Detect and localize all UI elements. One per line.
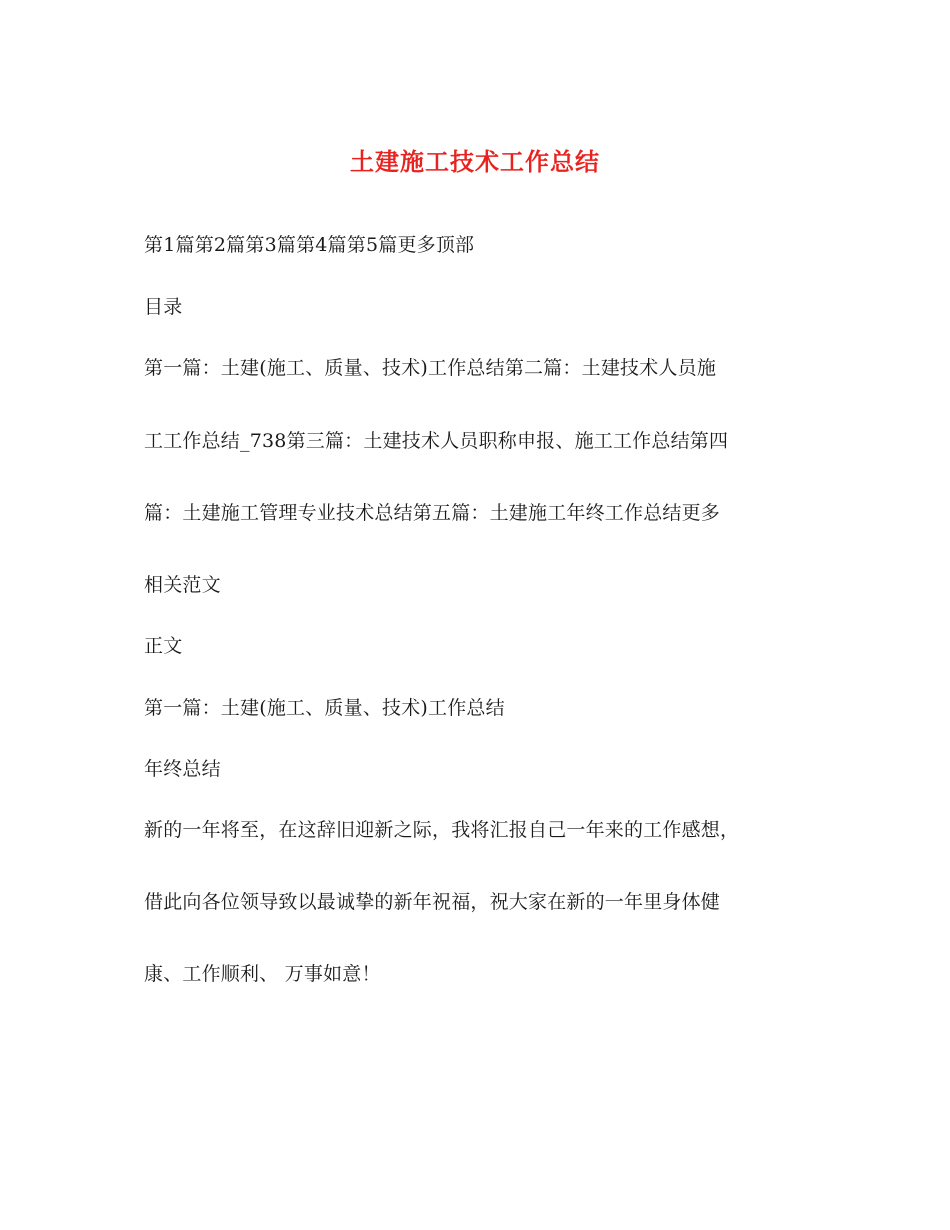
toc-line: 相关范文 xyxy=(144,574,221,596)
section-title: 第一篇：土建(施工、质量、技术)工作总结 xyxy=(144,697,505,719)
toc-heading: 目录 xyxy=(144,296,183,318)
toc-line: 篇：土建施工管理专业技术总结第五篇：土建施工年终工作总结更多 xyxy=(144,502,721,524)
toc-line: 第一篇：土建(施工、质量、技术)工作总结第二篇：土建技术人员施 xyxy=(144,357,717,379)
toc-line: 工工作总结_738第三篇：土建技术人员职称申报、施工工作总结第四 xyxy=(144,430,729,452)
subheading: 年终总结 xyxy=(144,758,221,780)
nav-links-line: 第1篇第2篇第3篇第4篇第5篇更多顶部 xyxy=(144,234,475,256)
document-title: 土建施工技术工作总结 xyxy=(350,147,600,176)
paragraph-line: 借此向各位领导致以最诚挚的新年祝福，祝大家在新的一年里身体健 xyxy=(144,891,721,913)
paragraph-line: 康、工作顺利、 万事如意！ xyxy=(144,963,381,985)
body-heading: 正文 xyxy=(144,635,183,657)
paragraph-line: 新的一年将至，在这辞旧迎新之际，我将汇报自己一年来的工作感想， xyxy=(144,819,740,841)
